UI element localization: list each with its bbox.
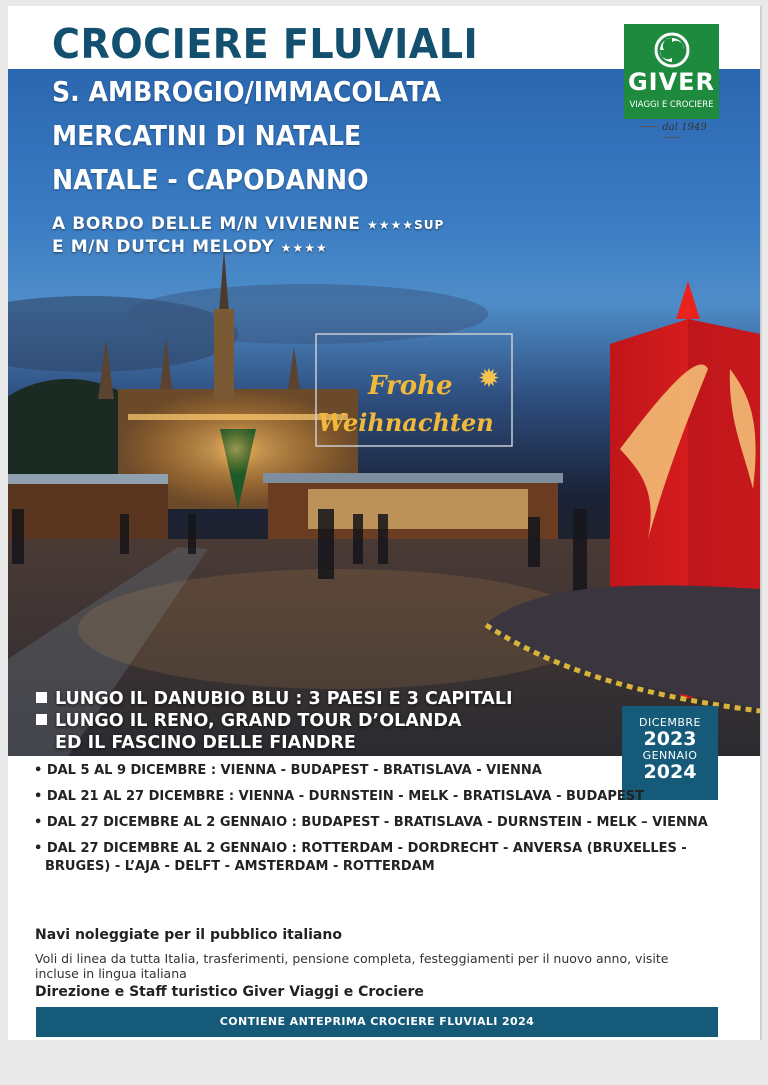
hero-photo	[8, 69, 760, 756]
rating-vivienne: ★★★★SUP	[367, 218, 445, 232]
date-month-1: DICEMBRE	[639, 716, 701, 729]
sign-line2: Weihnachten	[318, 408, 494, 437]
star-ornament-icon: ✹	[478, 364, 500, 394]
subtitle-ambrogio: S. AMBROGIO/IMMACOLATA	[52, 75, 442, 108]
square-bullet-icon	[36, 714, 47, 725]
route-danubio	[36, 689, 513, 709]
swirl-logo-icon	[654, 32, 690, 68]
logo-name: GIVER	[627, 68, 716, 96]
date-year-2: 2024	[643, 761, 697, 783]
route-reno-text: LUNGO IL RENO, GRAND TOUR D’OLANDA	[55, 711, 462, 731]
itinerary-item: • DAL 21 AL 27 DICEMBRE : VIENNA - DURNSTEIN - MELK - BRATISLAVA - BUDAPEST	[34, 789, 644, 804]
route-danubio-text: LUNGO IL DANUBIO BLU : 3 PAESI E 3 CAPITALI	[55, 689, 513, 709]
route-fiandre: ED IL FASCINO DELLE FIANDRE	[55, 733, 356, 753]
staff-note: Direzione e Staff turistico Giver Viaggi e Crociere	[35, 984, 424, 1000]
main-title: CROCIERE FLUVIALI	[52, 20, 479, 68]
giver-logo	[624, 24, 719, 119]
date-month-2: GENNAIO	[642, 749, 698, 762]
date-year-1: 2023	[643, 728, 697, 750]
itinerary-item: • DAL 5 AL 9 DICEMBRE : VIENNA - BUDAPEST - BRATISLAVA - VIENNA	[34, 763, 542, 778]
charter-note: Navi noleggiate per il pubblico italiano	[35, 927, 342, 943]
logo-tagline: VIAGGI E CROCIERE	[629, 100, 714, 110]
brochure-page	[8, 6, 760, 1040]
ship-vivienne: A BORDO DELLE M/N VIVIENNE	[52, 214, 361, 234]
subtitle-natale: NATALE - CAPODANNO	[52, 163, 369, 196]
sign-line1: Frohe	[368, 371, 453, 401]
itinerary-item: • DAL 27 DICEMBRE AL 2 GENNAIO : ROTTERDAM - DORDRECHT - ANVERSA (BRUXELLES - BRUGES) - L’AJA - DELFT - AMSTERDAM - ROTTERDAM	[34, 841, 687, 874]
rating-dutch-melody: ★★★★	[280, 241, 328, 255]
itinerary-list	[34, 762, 724, 884]
logo-since: dal 1949	[624, 122, 719, 144]
subtitle-mercatini: MERCATINI DI NATALE	[52, 119, 362, 152]
itinerary-item: • DAL 27 DICEMBRE AL 2 GENNAIO : BUDAPEST - BRATISLAVA - DURNSTEIN - MELK – VIENNA	[34, 815, 708, 830]
ships-line-1	[52, 214, 444, 234]
footer-banner: CONTIENE ANTEPRIMA CROCIERE FLUVIALI 2024	[36, 1007, 718, 1037]
square-bullet-icon	[36, 692, 47, 703]
ship-dutch-melody: E M/N DUTCH MELODY	[52, 237, 275, 257]
ships-line-2	[52, 237, 328, 257]
route-reno	[36, 711, 461, 731]
includes-note: Voli di linea da tutta Italia, trasferimenti, pensione completa, festeggiamenti per il nuovo anno, visite incluse in lingua italiana	[35, 951, 669, 981]
